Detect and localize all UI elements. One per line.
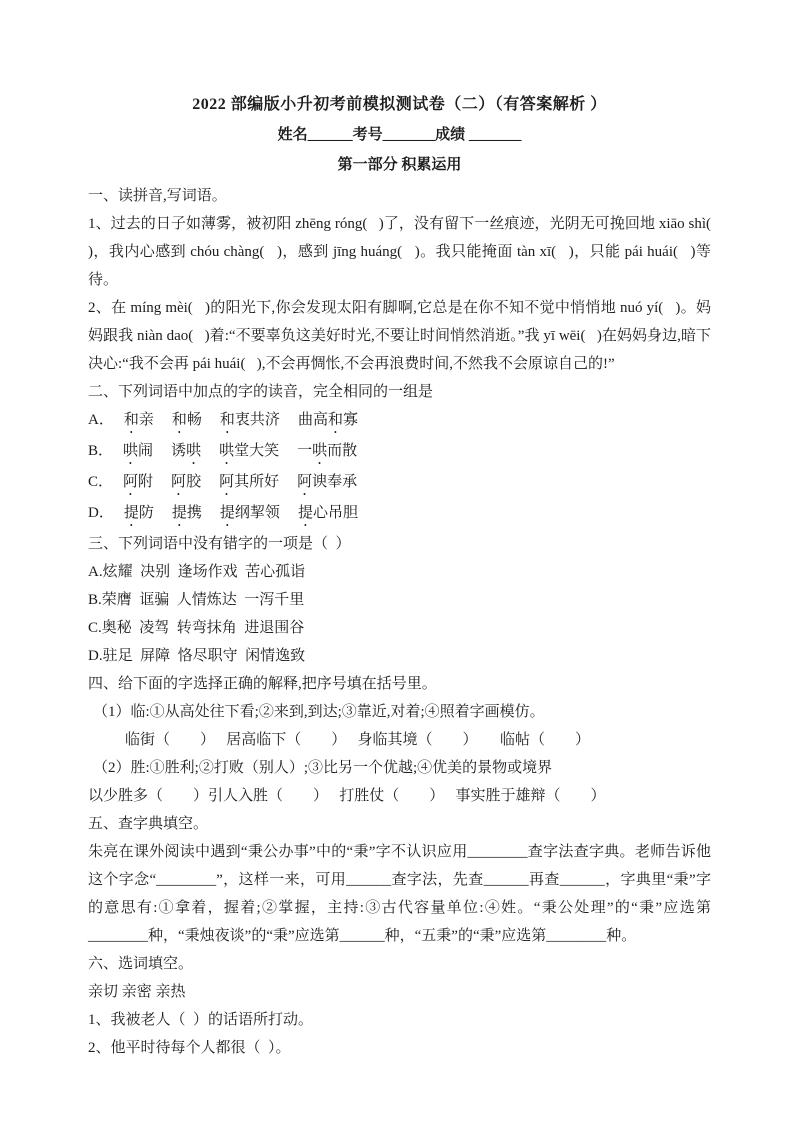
dotted-word: 提心吊胆 <box>297 505 358 521</box>
option-label: B． <box>88 443 114 459</box>
section-4-heading: 四、给下面的字选择正确的解释,把序号填在括号里。 <box>88 676 437 692</box>
dotted-word: 曲高和寡 <box>297 412 358 428</box>
section-5-paragraph: 朱亮在课外阅读中遇到“秉公办事”中的“秉”字不认识应用________查字法查字典。老师告诉他这个字念“________”，这样一来，可用______查字法，先查______再查______，字典里“秉”字的意思有:①拿着，握着;②掌握，主持:③古代容量单位:④姓。“秉公处理”的“秉”应选第________种，“秉烛夜谈”的“秉”应选第______种，“五秉”的“秉”应选第________种。 <box>88 844 711 944</box>
section-2-option-d <box>88 499 711 530</box>
option-label: C． <box>88 474 114 490</box>
option-label: A． <box>88 412 114 428</box>
dotted-word: 一哄而散 <box>297 443 358 459</box>
section-1-question-1: 1、过去的日子如薄雾，被初阳 zhēng róng( )了，没有留下一丝痕迹，光阴无可挽回地 xiāo shì( )，我内心感到 chóu chàng( )，感到 jīng huáng( )。我只能掩面 tàn xī( )，只能 pái huái( )等待。 <box>88 216 723 288</box>
section-5-heading: 五、查字典填空。 <box>88 816 209 832</box>
section-2-option-c <box>88 468 711 499</box>
dotted-word: 阿附 <box>123 474 154 490</box>
dotted-word: 阿谀奉承 <box>297 474 358 490</box>
section-3-heading: 三、下列词语中没有错字的一项是（ ） <box>88 536 351 552</box>
section-4-item-1-blanks: 临街（ ） 居高临下（ ） 身临其境（ ） 临帖（ ） <box>125 732 591 748</box>
section-4-item-2-blanks: 以少胜多（ ）引人入胜（ ） 打胜仗（ ） 事实胜于雄辩（ ） <box>88 788 606 804</box>
dotted-word: 和畅 <box>171 412 202 428</box>
section-6-question-2: 2、他平时待每个人都很（ ）。 <box>88 1040 291 1056</box>
section-2-option-a <box>88 406 711 437</box>
section-3-option-a: A.炫耀 决别 逢场作戏 苦心孤诣 <box>88 564 306 580</box>
section-1-question-2: 2、在 míng mèi( )的阳光下,你会发现太阳有脚啊,它总是在你不知不觉中悄悄地 nuó yí( )。妈妈跟我 niàn dao( )着:“不要辜负这美好时光,不要让时间悄然消逝。”我 yī wēi( )在妈妈身边,暗下决心:“我不会再 pái huái( ),不会再惆怅,不会再浪费时间,不然我不会原谅自己的!” <box>88 300 711 372</box>
page-title: 2022 部编版小升初考前模拟测试卷（二）（有答案解析 ） <box>192 96 607 113</box>
dotted-word: 阿其所好 <box>219 474 280 490</box>
section-6-heading: 六、选词填空。 <box>88 956 194 972</box>
dotted-word: 诱哄 <box>171 443 202 459</box>
exam-body <box>88 182 723 1062</box>
section-6-word-bank: 亲切 亲密 亲热 <box>88 984 186 1000</box>
section-6-question-1: 1、我被老人（ ）的话语所打动。 <box>88 1012 314 1028</box>
section-4-item-2-definition: （2）胜:①胜利;②打败（别人）;③比另一个优越;④优美的景物或境界 <box>93 760 553 776</box>
dotted-word: 提携 <box>171 505 202 521</box>
part-heading: 第一部分 积累运用 <box>337 157 462 173</box>
option-label: D． <box>88 505 114 521</box>
dotted-word: 和衷共济 <box>219 412 280 428</box>
section-3-option-b: B.荣膺 诓骗 人情炼达 一泻千里 <box>88 592 305 608</box>
dotted-word: 阿胶 <box>171 474 202 490</box>
section-3-option-d: D.驻足 屏障 恪尽职守 闲情逸致 <box>88 648 306 664</box>
dotted-word: 哄堂大笑 <box>219 443 280 459</box>
dotted-word: 提纲挈领 <box>219 505 280 521</box>
dotted-word: 哄闹 <box>123 443 154 459</box>
section-1-heading: 一、读拼音,写词语。 <box>88 188 227 204</box>
section-4-item-1-definition: （1）临:①从高处往下看;②来到,到达;③靠近,对着;④照着字画模仿。 <box>93 704 545 720</box>
name-score-line: 姓名______考号_______成绩 _______ <box>277 127 522 143</box>
section-2-heading: 二、下列词语中加点的字的读音，完全相同的一组是 <box>88 384 434 400</box>
dotted-word: 和亲 <box>123 412 154 428</box>
dotted-word: 提防 <box>123 505 154 521</box>
section-3-option-c: C.奥秘 凌驾 转弯抹角 进退围谷 <box>88 620 305 636</box>
section-2-option-b <box>88 437 711 468</box>
